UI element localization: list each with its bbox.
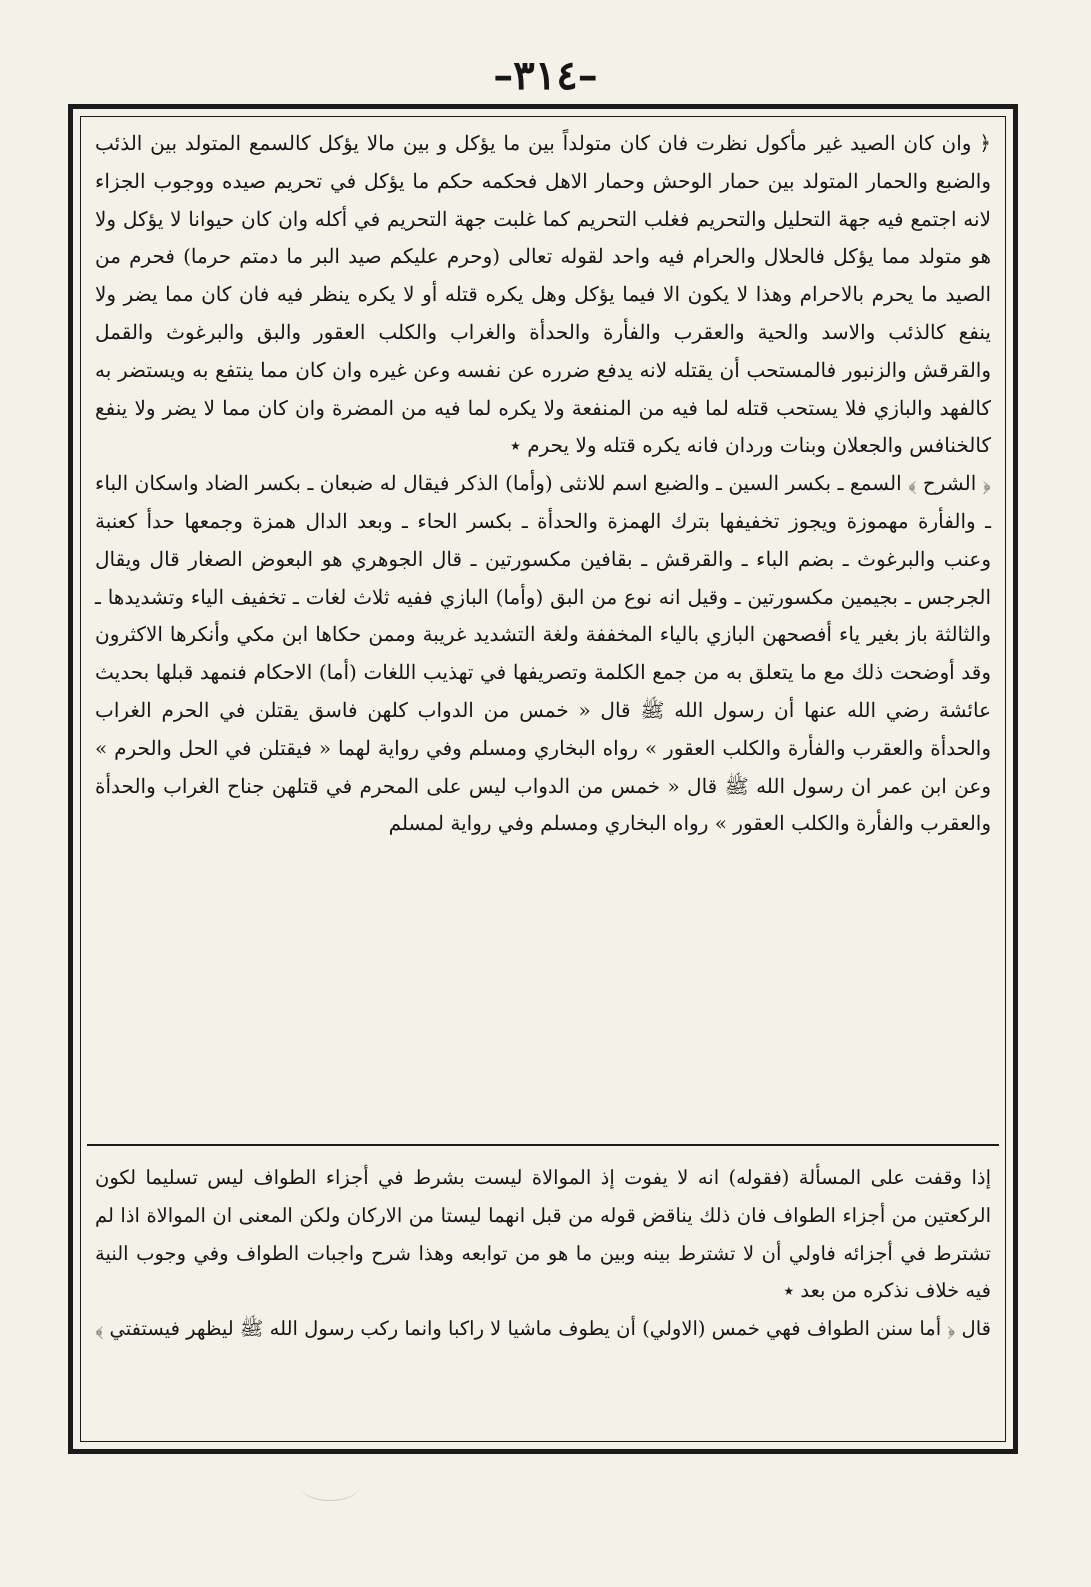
page-number: –٣١٤– bbox=[493, 52, 598, 99]
footnote-divider bbox=[87, 1144, 999, 1146]
paper-smudge bbox=[300, 1470, 360, 1501]
page-frame bbox=[68, 104, 1018, 1454]
footnote-paragraph: إذا وقفت على المسألة (فقوله) انه لا يفوت إذ الموالاة ليست بشرط في أجزاء الطواف ليس تسليما لكون الركعتين من أجزاء الطواف فان ذلك يناقض قوله من قبل انهما ليستا من الاركان ولكن المعنى ان الموالاة اذا لم تشترط في أجزائه فاولي أن لا تشترط بينه وبين ما هو من توابعه وهذا شرح واجبات الطواف وفي وجوب النية فيه خلاف نذكره من بعد ٭ bbox=[95, 1166, 991, 1303]
main-text bbox=[95, 125, 991, 843]
footnote-paragraph-quote: قال ﴿ أما سنن الطواف فهي خمس (الاولي) أن يطوف ماشيا لا راكبا وانما ركب رسول الله ﷺ ليظهر فيستفتي ﴾ bbox=[95, 1317, 991, 1341]
commentary-paragraph: ﴿ الشرح ﴾ السمع ـ بكسر السين ـ والضبع اسم للانثى (وأما) الذكر فيقال له ضبعان ـ بكسر الضاد واسكان الباء ـ والفأرة مهموزة ويجوز تخفيفها بترك الهمزة والحدأة ـ بكسر الحاء ـ وبعد الدال همزة وجمعها حدأ كعنبة وعنب والبرغوث ـ بضم الباء ـ والقرقش ـ بقافين مكسورتين ـ قال الجوهري هو البعوض الصغار قال ويقال الجرجس ـ بجيمين مكسورتين ـ وقيل انه نوع من البق (وأما) البازي ففيه ثلاث لغات ـ تخفيف الياء وتشديدها ـ والثالثة باز بغير ياء أفصحهن البازي بالياء المخففة ولغة التشديد غريبة وممن حكاها ابن مكي وأنكرها الاكثرون وقد أوضحت ذلك مع ما يتعلق به من جمع الكلمة وتصريفها في تهذيب اللغات (أما) الاحكام فنمهد قبلها بحديث عائشة رضي الله عنها أن رسول الله ﷺ قال « خمس من الدواب كلهن فاسق يقتلن في الحرم الغراب والحدأة والعقرب والفأرة والكلب العقور » رواه البخاري ومسلم وفي رواية لهما « فيقتلن في الحل والحرم » وعن ابن عمر ان رسول الله ﷺ قال « خمس من الدواب ليس على المحرم في قتلهن جناح الغراب والحدأة والعقرب والفأرة والكلب العقور » رواه البخاري ومسلم وفي رواية لمسلم bbox=[95, 471, 992, 836]
inner-frame bbox=[80, 116, 1006, 1442]
main-paragraph-text: ﴿ وان كان الصيد غير مأكول نظرت فان كان متولداً بين ما يؤكل و بين مالا يؤكل كالسمع المتولد بين الذئب والضبع والحمار المتولد بين حمار الوحش وحمار الاهل فحكمه حكم ما يؤكل في تحريم صيده ووجوب الجزاء لانه اجتمع فيه جهة التحليل والتحريم فغلب التحريم كما غلبت جهة التحريم في أكله وان كان حيوانا لا يؤكل ولا هو متولد مما يؤكل فالحلال والحرام فيه واحد لقوله تعالى (وحرم عليكم صيد البر ما دمتم حرما) فحرم من الصيد ما يحرم بالاحرام وهذا لا يكون الا فيما يؤكل وهل يكره قتله أو لا يكره ينظر فيه فان كان مما يضر ولا ينفع كالذئب والاسد والحية والعقرب والفأرة والحدأة والغراب والكلب العقور والبق والبرغوث والقمل والقرقش والزنبور فالمستحب أن يقتله لانه يدفع ضرره عن نفسه وعن غيره وان كان مما ينتفع به ويستضر به كالفهد والبازي فلا يستحب قتله لما فيه من المنفعة ولا يكره لما فيه من المضرة وان كان مما لا يضر ولا ينفع كالخنافس والجعلان وبنات وردان فانه يكره قتله ولا يحرم ٭ bbox=[95, 131, 992, 458]
footnote-text bbox=[95, 1159, 991, 1348]
